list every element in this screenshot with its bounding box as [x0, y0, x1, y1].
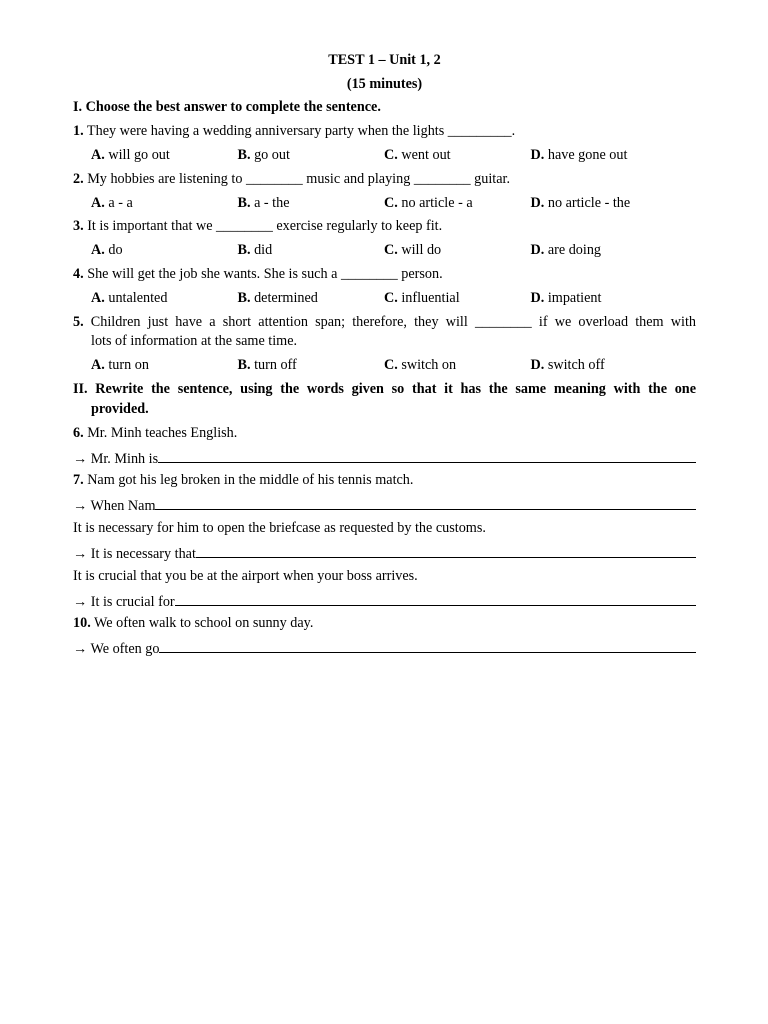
option-b[interactable]: B. determined — [237, 290, 318, 306]
section2-heading: II. Rewrite the sentence, using the words given so that it has the same meaning with the one — [73, 381, 696, 397]
option-b[interactable]: B. a - the — [237, 195, 290, 211]
option-a[interactable]: A. turn on — [91, 357, 149, 373]
option-b[interactable]: B. turn off — [237, 357, 297, 373]
answer-line-8[interactable] — [73, 543, 696, 563]
question-number: 3. — [73, 218, 84, 234]
test-duration: (15 minutes) — [346, 76, 423, 92]
question-4 — [73, 265, 443, 283]
answer-prompt: → It is necessary that — [73, 546, 196, 562]
question-text: It is crucial that you be at the airport when your boss arrives. — [73, 568, 418, 584]
question-text: She will get the job she wants. She is such a ________ person. — [83, 266, 443, 282]
question-number: 10. — [73, 615, 91, 631]
question-text: They were having a wedding anniversary party when the lights _________. — [83, 123, 516, 139]
answer-line-7[interactable] — [73, 495, 696, 515]
option-d[interactable]: D. impatient — [530, 290, 602, 306]
option-a[interactable]: A. will go out — [91, 147, 170, 163]
question-number: 4. — [73, 266, 84, 282]
rewrite-item-10 — [73, 614, 313, 632]
option-c[interactable]: C. no article - a — [384, 195, 473, 211]
option-d[interactable]: D. are doing — [530, 242, 602, 258]
answer-prompt: → We often go — [73, 641, 160, 657]
rewrite-item-6 — [73, 424, 237, 442]
answer-line-10[interactable] — [73, 638, 696, 658]
question-text: Mr. Minh teaches English. — [83, 425, 238, 441]
rewrite-item-9 — [73, 567, 418, 585]
option-b[interactable]: B. did — [237, 242, 273, 258]
question-text: It is necessary for him to open the briefcase as requested by the customs. — [73, 520, 486, 536]
answer-blank[interactable] — [175, 591, 696, 606]
question-text: It is important that we ________ exercise regularly to keep fit. — [83, 218, 443, 234]
question-3 — [73, 217, 442, 235]
answer-prompt: → It is crucial for — [73, 594, 175, 610]
question-5-options — [91, 356, 696, 374]
option-c[interactable]: C. switch on — [384, 357, 457, 373]
question-text: Nam got his leg broken in the middle of his tennis match. — [83, 472, 414, 488]
question-1 — [73, 122, 515, 140]
option-d[interactable]: D. switch off — [530, 357, 605, 373]
question-5 — [73, 313, 696, 331]
answer-line-6[interactable] — [73, 448, 696, 468]
question-number: 6. — [73, 425, 84, 441]
question-number: 1. — [73, 123, 84, 139]
question-number: 5. — [73, 314, 84, 330]
question-4-options — [91, 289, 696, 307]
option-d[interactable]: D. no article - the — [530, 195, 631, 211]
answer-blank[interactable] — [159, 638, 696, 653]
answer-prompt: → Mr. Minh is — [73, 451, 159, 467]
option-a[interactable]: A. do — [91, 242, 123, 258]
option-c[interactable]: C. will do — [384, 242, 442, 258]
rewrite-item-8 — [73, 519, 486, 537]
section1-heading: I. Choose the best answer to complete the sentence. — [73, 99, 381, 115]
option-a[interactable]: A. untalented — [91, 290, 168, 306]
question-text: We often walk to school on sunny day. — [90, 615, 314, 631]
question-3-options — [91, 241, 696, 259]
question-5-continuation: lots of information at the same time. — [91, 333, 298, 349]
rewrite-item-7 — [73, 471, 413, 489]
question-number: 7. — [73, 472, 84, 488]
option-d[interactable]: D. have gone out — [530, 147, 628, 163]
answer-line-9[interactable] — [73, 591, 696, 611]
question-number: 2. — [73, 171, 84, 187]
test-title: TEST 1 – Unit 1, 2 — [328, 52, 441, 68]
option-c[interactable]: C. went out — [384, 147, 451, 163]
answer-blank[interactable] — [158, 448, 696, 463]
option-c[interactable]: C. influential — [384, 290, 460, 306]
option-b[interactable]: B. go out — [237, 147, 290, 163]
answer-blank[interactable] — [155, 495, 696, 510]
question-text: My hobbies are listening to ________ music and playing ________ guitar. — [83, 171, 511, 187]
answer-blank[interactable] — [196, 543, 696, 558]
option-a[interactable]: A. a - a — [91, 195, 133, 211]
section2-heading-continuation: provided. — [91, 401, 149, 417]
answer-prompt: → When Nam — [73, 498, 156, 514]
question-1-options — [91, 146, 696, 164]
question-2-options — [91, 194, 696, 212]
question-2 — [73, 170, 510, 188]
question-text: Children just have a short attention span; therefore, they will ________ if we overload them with — [83, 314, 696, 330]
